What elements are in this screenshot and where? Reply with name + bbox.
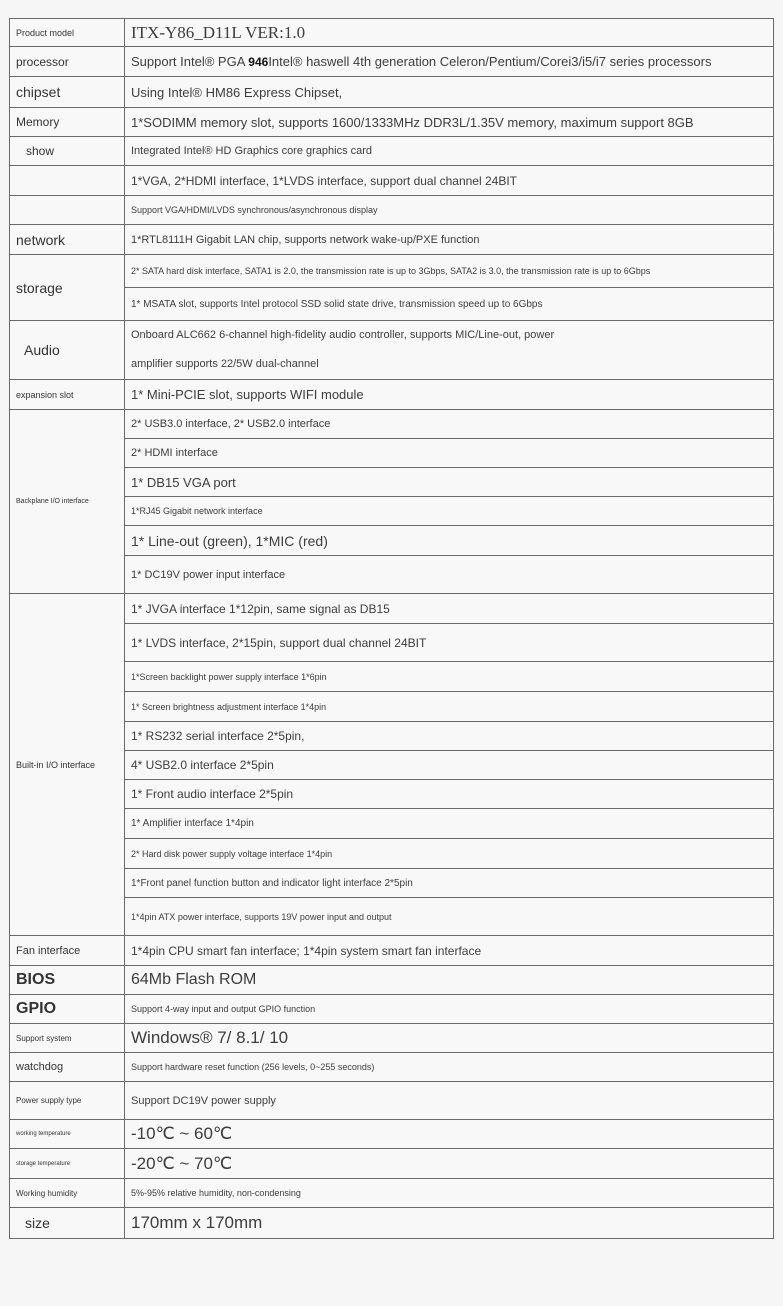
value-show-1: Integrated Intel® HD Graphics core graphics card xyxy=(125,137,774,166)
value-builtin-10: 1*Front panel function button and indicator light interface 2*5pin xyxy=(125,869,774,898)
label-expansion-slot: expansion slot xyxy=(10,380,125,410)
spec-table xyxy=(9,18,774,1239)
label-watchdog: watchdog xyxy=(10,1053,125,1082)
value-builtin-6: 4* USB2.0 interface 2*5pin xyxy=(125,751,774,780)
label-product-model: Product model xyxy=(10,19,125,47)
label-storage-temp: storage temperature xyxy=(10,1149,125,1179)
row-network xyxy=(10,225,774,255)
value-expansion-slot: 1* Mini-PCIE slot, supports WIFI module xyxy=(125,380,774,410)
row-builtin-5 xyxy=(10,722,774,751)
row-backplane-3 xyxy=(10,468,774,497)
row-working-temp xyxy=(10,1120,774,1149)
row-processor xyxy=(10,47,774,77)
row-builtin-3 xyxy=(10,662,774,692)
value-builtin-11: 1*4pin ATX power interface, supports 19V power input and output xyxy=(125,898,774,936)
row-backplane-6 xyxy=(10,556,774,594)
value-gpio: Support 4-way input and output GPIO function xyxy=(125,995,774,1024)
row-watchdog xyxy=(10,1053,774,1082)
row-backplane-4 xyxy=(10,497,774,526)
label-backplane: Backplane I/O interface xyxy=(10,410,125,594)
value-show-2: 1*VGA, 2*HDMI interface, 1*LVDS interface, support dual channel 24BIT xyxy=(125,166,774,196)
value-processor xyxy=(125,47,774,77)
row-product-model xyxy=(10,19,774,47)
row-humidity xyxy=(10,1179,774,1208)
row-support-system xyxy=(10,1024,774,1053)
value-memory: 1*SODIMM memory slot, supports 1600/1333MHz DDR3L/1.35V memory, maximum support 8GB xyxy=(125,108,774,137)
label-size: size xyxy=(10,1208,125,1239)
label-audio: Audio xyxy=(10,321,125,380)
row-size xyxy=(10,1208,774,1239)
value-backplane-5: 1* Line-out (green), 1*MIC (red) xyxy=(125,526,774,556)
row-expansion-slot xyxy=(10,380,774,410)
value-product-model: ITX-Y86_D11L VER:1.0 xyxy=(125,19,774,47)
value-network: 1*RTL8111H Gigabit LAN chip, supports network wake-up/PXE function xyxy=(125,225,774,255)
row-backplane-2 xyxy=(10,439,774,468)
row-builtin-6 xyxy=(10,751,774,780)
value-humidity: 5%-95% relative humidity, non-condensing xyxy=(125,1179,774,1208)
value-builtin-7: 1* Front audio interface 2*5pin xyxy=(125,780,774,809)
row-chipset xyxy=(10,77,774,108)
row-audio xyxy=(10,321,774,380)
row-builtin-2 xyxy=(10,624,774,662)
row-builtin-1 xyxy=(10,594,774,624)
row-show-2 xyxy=(10,166,774,196)
row-backplane-5 xyxy=(10,526,774,556)
value-storage-temp: -20℃ ~ 70℃ xyxy=(125,1149,774,1179)
row-builtin-9 xyxy=(10,839,774,869)
label-humidity: Working humidity xyxy=(10,1179,125,1208)
value-builtin-3: 1*Screen backlight power supply interface 1*6pin xyxy=(125,662,774,692)
label-show: show xyxy=(10,137,125,166)
value-builtin-9: 2* Hard disk power supply voltage interface 1*4pin xyxy=(125,839,774,869)
row-builtin-8 xyxy=(10,809,774,839)
label-support-system: Support system xyxy=(10,1024,125,1053)
row-show-3 xyxy=(10,196,774,225)
value-backplane-1: 2* USB3.0 interface, 2* USB2.0 interface xyxy=(125,410,774,439)
value-backplane-3: 1* DB15 VGA port xyxy=(125,468,774,497)
value-builtin-5: 1* RS232 serial interface 2*5pin, xyxy=(125,722,774,751)
label-empty xyxy=(10,196,125,225)
value-fan: 1*4pin CPU smart fan interface; 1*4pin system smart fan interface xyxy=(125,936,774,966)
label-fan: Fan interface xyxy=(10,936,125,966)
row-builtin-10 xyxy=(10,869,774,898)
label-gpio: GPIO xyxy=(10,995,125,1024)
value-audio: Onboard ALC662 6-channel high-fidelity audio controller, supports MIC/Line-out, power amplifier supports 22/5W dual-channel xyxy=(125,321,774,380)
value-working-temp: -10℃ ~ 60℃ xyxy=(125,1120,774,1149)
value-size: 170mm x 170mm xyxy=(125,1208,774,1239)
label-network: network xyxy=(10,225,125,255)
value-bios: 64Mb Flash ROM xyxy=(125,966,774,995)
label-chipset: chipset xyxy=(10,77,125,108)
row-bios xyxy=(10,966,774,995)
label-working-temp: working temperature xyxy=(10,1120,125,1149)
row-fan xyxy=(10,936,774,966)
value-chipset: Using Intel® HM86 Express Chipset, xyxy=(125,77,774,108)
processor-text-pre: Support Intel® PGA xyxy=(131,54,245,69)
value-builtin-8: 1* Amplifier interface 1*4pin xyxy=(125,809,774,839)
label-bios: BIOS xyxy=(10,966,125,995)
value-show-3: Support VGA/HDMI/LVDS synchronous/asynchronous display xyxy=(125,196,774,225)
value-backplane-2: 2* HDMI interface xyxy=(125,439,774,468)
value-support-system: Windows® 7/ 8.1/ 10 xyxy=(125,1024,774,1053)
processor-socket-number: 946 xyxy=(248,55,269,69)
value-builtin-1: 1* JVGA interface 1*12pin, same signal as DB15 xyxy=(125,594,774,624)
label-memory: Memory xyxy=(10,108,125,137)
row-show-1 xyxy=(10,137,774,166)
value-builtin-4: 1* Screen brightness adjustment interface 1*4pin xyxy=(125,692,774,722)
row-gpio xyxy=(10,995,774,1024)
row-storage-1 xyxy=(10,255,774,288)
processor-text-post: Intel® haswell 4th generation Celeron/Pentium/Corei3/i5/i7 series processors xyxy=(268,54,712,69)
row-storage-temp xyxy=(10,1149,774,1179)
label-empty xyxy=(10,166,125,196)
label-processor: processor xyxy=(10,47,125,77)
row-memory xyxy=(10,108,774,137)
value-storage-2: 1* MSATA slot, supports Intel protocol SSD solid state drive, transmission speed up to 6Gbps xyxy=(125,288,774,321)
row-builtin-7 xyxy=(10,780,774,809)
value-builtin-2: 1* LVDS interface, 2*15pin, support dual channel 24BIT xyxy=(125,624,774,662)
value-power-supply: Support DC19V power supply xyxy=(125,1082,774,1120)
row-builtin-4 xyxy=(10,692,774,722)
row-builtin-11 xyxy=(10,898,774,936)
label-power-supply: Power supply type xyxy=(10,1082,125,1120)
row-backplane-1 xyxy=(10,410,774,439)
label-builtin: Built-in I/O interface xyxy=(10,594,125,936)
value-backplane-6: 1* DC19V power input interface xyxy=(125,556,774,594)
row-power-supply xyxy=(10,1082,774,1120)
value-backplane-4: 1*RJ45 Gigabit network interface xyxy=(125,497,774,526)
row-storage-2 xyxy=(10,288,774,321)
label-storage: storage xyxy=(10,255,125,321)
value-watchdog: Support hardware reset function (256 levels, 0~255 seconds) xyxy=(125,1053,774,1082)
value-storage-1: 2* SATA hard disk interface, SATA1 is 2.0, the transmission rate is up to 3Gbps, SATA2 is 3.0, the transmission rate is up to 6Gbps xyxy=(125,255,774,288)
